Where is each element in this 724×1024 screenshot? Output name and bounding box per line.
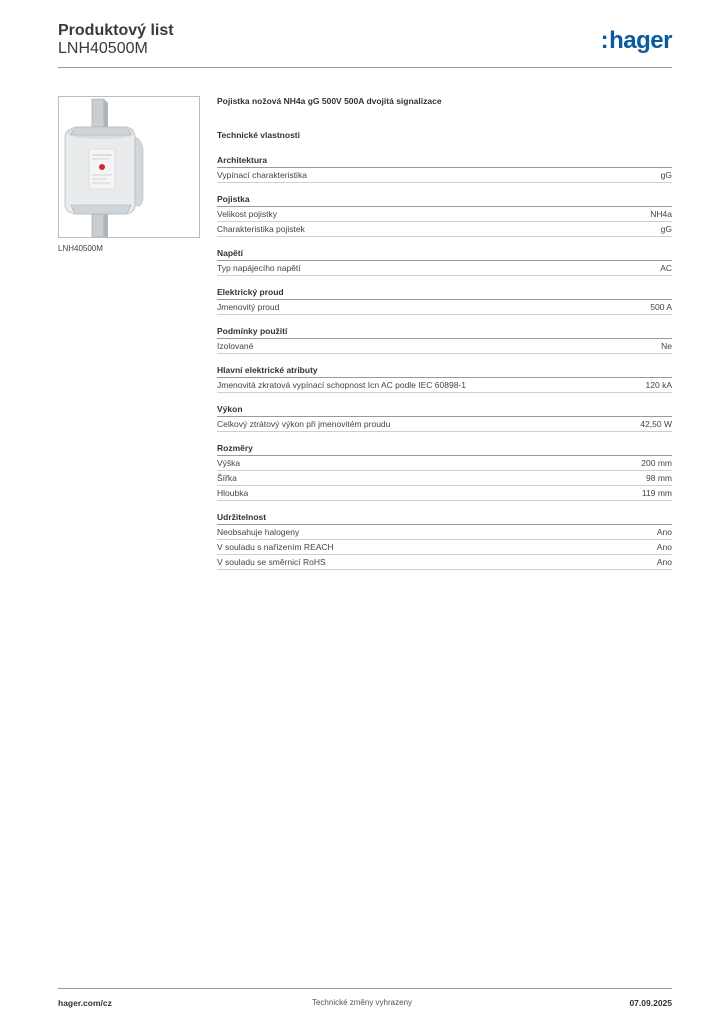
spec-value: 120 kA: [645, 380, 672, 390]
section-title: Podmínky použití: [217, 326, 672, 339]
spec-row: [217, 456, 672, 471]
product-title: Pojistka nožová NH4a gG 500V 500A dvojitá signalizace: [217, 96, 442, 106]
spec-value: Ano: [656, 542, 672, 552]
section-title: Udržitelnost: [217, 512, 672, 525]
spec-row: [217, 261, 672, 276]
section-title: Napětí: [217, 248, 672, 261]
spec-value: Ano: [656, 557, 672, 567]
footer-disclaimer: Technické změny vyhrazeny: [311, 998, 413, 1007]
spec-row: [217, 222, 672, 237]
section-title: Výkon: [217, 404, 672, 417]
spec-section: [217, 404, 672, 432]
product-image: [58, 96, 200, 238]
product-code: LNH40500M: [58, 40, 148, 57]
spec-section: [217, 365, 672, 393]
section-title: Rozměry: [217, 443, 672, 456]
image-caption: LNH40500M: [58, 244, 103, 253]
spec-row: [217, 486, 672, 501]
spec-section: [217, 248, 672, 276]
spec-value: AC: [660, 263, 672, 273]
spec-label: Vypínací charakteristika: [217, 170, 307, 180]
page-title: Produktový list: [58, 22, 174, 39]
spec-row: [217, 207, 672, 222]
spec-label: Jmenovitý proud: [217, 302, 280, 312]
spec-label: Izolované: [217, 341, 254, 351]
footer-date: 07.09.2025: [629, 998, 672, 1008]
spec-label: V souladu s nařízením REACH: [217, 542, 334, 552]
spec-value: Ano: [656, 527, 672, 537]
spec-value: gG: [660, 170, 672, 180]
section-title: Hlavní elektrické atributy: [217, 365, 672, 378]
spec-value: NH4a: [650, 209, 672, 219]
section-title: Architektura: [217, 155, 672, 168]
spec-label: Typ napájecího napětí: [217, 263, 301, 273]
spec-label: Celkový ztrátový výkon při jmenovitém proudu: [217, 419, 391, 429]
spec-value: 98 mm: [646, 473, 672, 483]
spec-label: Velikost pojistky: [217, 209, 277, 219]
spec-row: [217, 378, 672, 393]
spec-label: Charakteristika pojistek: [217, 224, 305, 234]
spec-section: [217, 443, 672, 501]
spec-row: [217, 525, 672, 540]
section-title: Elektrický proud: [217, 287, 672, 300]
spec-row: [217, 555, 672, 570]
logo-text: hager: [609, 27, 672, 54]
spec-value: gG: [660, 224, 672, 234]
spec-row: [217, 540, 672, 555]
spec-value: 500 A: [650, 302, 672, 312]
spec-section: [217, 326, 672, 354]
spec-sections: [217, 155, 672, 570]
spec-value: Ne: [661, 341, 672, 351]
spec-label: Šířka: [217, 473, 237, 483]
spec-value: 200 mm: [641, 458, 672, 468]
spec-value: 119 mm: [641, 488, 672, 498]
footer-divider: [58, 988, 672, 989]
spec-section: [217, 287, 672, 315]
tech-properties-title: Technické vlastnosti: [217, 130, 300, 140]
spec-label: Neobsahuje halogeny: [217, 527, 300, 537]
spec-section: [217, 512, 672, 570]
spec-row: [217, 339, 672, 354]
hager-logo: :hager: [600, 27, 672, 54]
spec-row: [217, 300, 672, 315]
spec-value: 42,50 W: [640, 419, 672, 429]
spec-content: [217, 96, 672, 581]
spec-label: Výška: [217, 458, 241, 468]
footer-website[interactable]: hager.com/cz: [58, 998, 112, 1008]
fuse-illustration: [59, 97, 199, 237]
header-divider: [58, 67, 672, 68]
section-title: Pojistka: [217, 194, 672, 207]
spec-row: [217, 471, 672, 486]
spec-label: Jmenovitá zkratová vypínací schopnost Icn AC podle IEC 60898-1: [217, 380, 466, 390]
spec-label: V souladu se směrnicí RoHS: [217, 557, 326, 567]
spec-row: [217, 168, 672, 183]
spec-section: [217, 155, 672, 183]
spec-row: [217, 417, 672, 432]
spec-label: Hloubka: [217, 488, 249, 498]
spec-section: [217, 194, 672, 237]
